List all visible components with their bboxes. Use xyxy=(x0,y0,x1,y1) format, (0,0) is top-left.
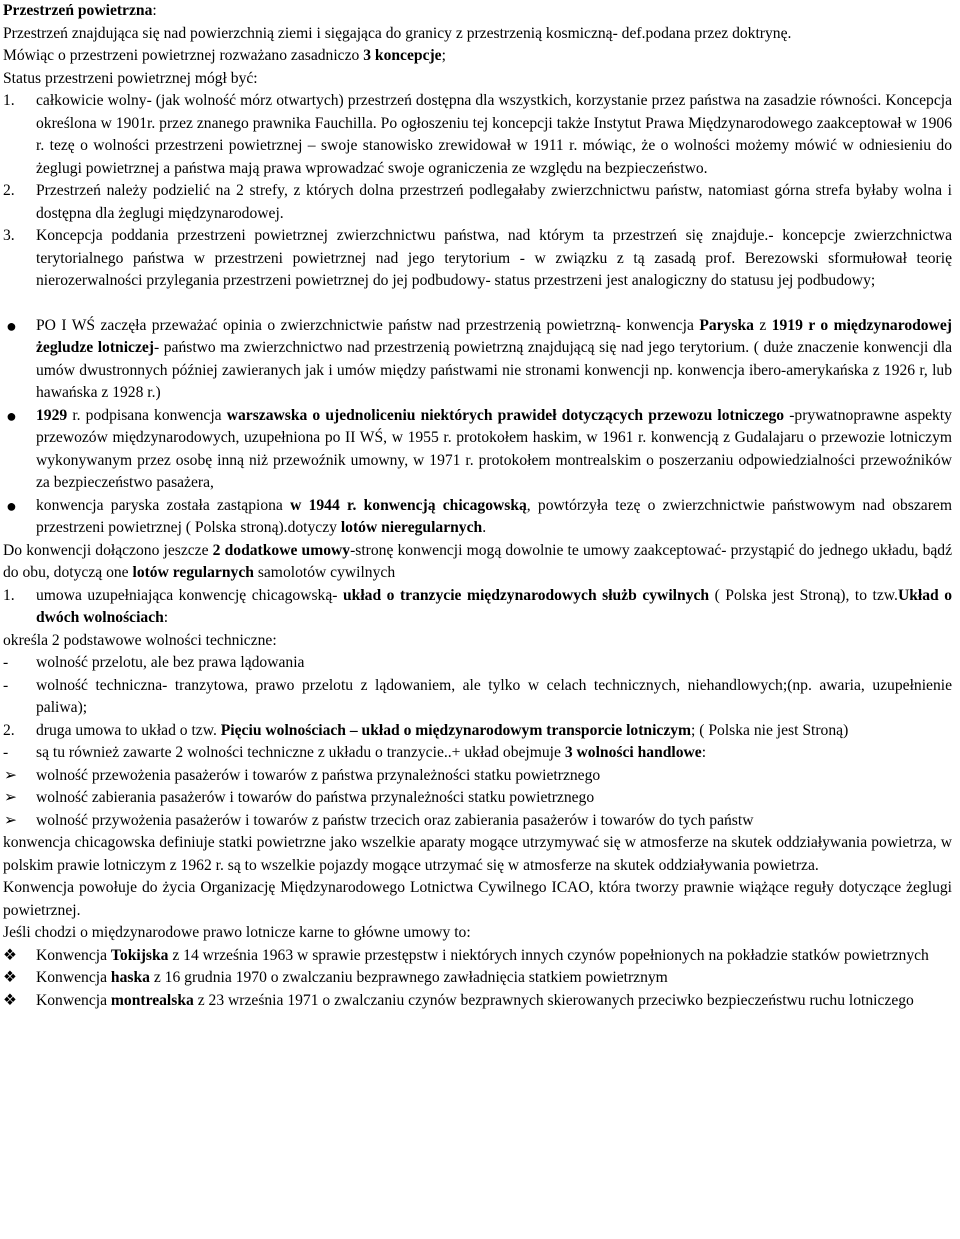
dash-mark: - xyxy=(3,676,9,694)
concept-item xyxy=(3,90,952,180)
concept-item xyxy=(3,225,952,293)
spacer xyxy=(3,293,952,315)
status-intro: Status przestrzeni powietrznej mógł być: xyxy=(3,69,258,87)
arrow-icon: ➢ xyxy=(4,789,18,806)
dash-item: - są tu również zawarte 2 wolności techniczne z układu o tranzycie..+ układ obejmuje 3 wolności handlowe: xyxy=(3,742,952,765)
aircraft-definition: konwencja chicagowska definiuje statki powietrzne jako wszelkie aparaty mogące utrzymywać się w atmosferze na skutek oddziaływania powietrza, w polskim prawie lotniczym z 1962 r. są to wszelkie pojazdy mogące utrzymać się w atmosferze na skutek oddziaływania powietrza. xyxy=(3,834,952,874)
item-number: 1. xyxy=(3,586,15,604)
arrow-item: ➢ wolność przewożenia pasażerów i towarów z państwa przynależności statku powietrznego xyxy=(3,765,952,788)
concept-item xyxy=(3,180,952,225)
dash-mark: - xyxy=(3,744,9,761)
bullet-item: ● PO I WŚ zaczęła przeważać opinia o zwierzchnictwie państw nad przestrzenią powietrzną- konwencja Paryska z 1919 r o międzynarodowej żegludze lotniczej- państwo ma zwierzchnictwo nad przestrzenią powietrzną znajdującą się nad jego terytorium. ( duże znaczenie konwencji dla umów dwustronnych później zawieranych jak i umów między państwami nie stronami konwencji np. konwencja ibero-amerykańska z 1926 r, lub hawańska z 1928 r.) xyxy=(6,315,952,401)
chicago-paragraph: Do konwencji dołączono jeszcze 2 dodatkowe umowy-stronę konwencji mogą dowolnie te umowy zaakceptować- przystąpić do jednego układu, bądź do obu, dotyczą one lotów regularnych samolotów cywilnych xyxy=(3,541,953,581)
bullet-item: ● konwencja paryska została zastąpiona w 1944 r. konwencją chicagowską, powtórzyła tezę o zwierzchnictwie państwowym nad obszarem przestrzeni powietrznej ( Polska stroną).dotyczy lotów nieregularnych. xyxy=(6,495,952,536)
diamond-icon: ❖ xyxy=(3,969,17,986)
item-number: 3. xyxy=(3,227,15,244)
concept-text: całkowicie wolny- (jak wolność mórz otwartych) przestrzeń dostępna dla wszystkich, korzystanie przez państwa na zasadzie równości. Koncepcja określona w 1901r. przez znanego prawnika Fauchilla. Po ogłoszeniu tej koncepcji także Instytut Prawa Międzynarodowego zaakceptował w 1906 r. tezę o wolności przestrzeni powietrznej – swoje stanowisko zrewidował w 1911 r. mówiąc, że o wolności możemy mówić w odniesieniu do żeglugi powietrznej a państwa mają prawa wprowadzać swoje ograniczenia ze względu na bezpieczeństwo. xyxy=(36,92,952,177)
agreement-item: 1. umowa uzupełniająca konwencję chicagowską- układ o tranzycie międzynarodowych służb cywilnych ( Polska jest Stroną), to tzw.Układ o dwóch wolnościach: xyxy=(3,586,953,626)
diamond-item: ❖ Konwencja haska z 16 grudnia 1970 o zwalczaniu bezprawnego zawładnięcia statkiem powietrznym xyxy=(3,967,952,990)
arrow-item: ➢ wolność zabierania pasażerów i towarów do państwa przynależności statku powietrznego xyxy=(3,787,952,810)
bullet-icon: ● xyxy=(6,315,17,336)
arrow-icon: ➢ xyxy=(4,766,18,784)
diamond-item: ❖ Konwencja Tokijska z 14 września 1963 w sprawie przestępstw i niektórych innych czynów popełnionych na pokładzie statków powietrznych xyxy=(3,945,952,968)
arrow-icon: ➢ xyxy=(4,811,18,829)
concept-text: Koncepcja poddania przestrzeni powietrznej zwierzchnictwu państwa, nad którym ta przestrzeń się znajduje.- koncepcje zwierzchnictwa terytorialnego państwa w przestrzeni powietrznej nad jego terytorium - w związku z tą zasadą prof. Berezowski sformułował teorię nierozerwalności przylegania przestrzeni powietrznej do jej podbudowy- status przestrzeni jest analogiczny do statusu jej podbudowy; xyxy=(36,227,952,289)
diamond-icon: ❖ xyxy=(3,991,17,1009)
item-number: 2. xyxy=(3,182,15,199)
item-number: 1. xyxy=(3,92,15,109)
arrow-item: ➢ wolność przywożenia pasażerów i towarów z państw trzecich oraz zabierania pasażerów i towarów do tych państw xyxy=(3,810,952,833)
diamond-icon: ❖ xyxy=(3,946,17,964)
definition-paragraph: Przestrzeń znajdująca się nad powierzchnią ziemi i sięgająca do granicy z przestrzenią kosmiczną- def.podana przez doktrynę. xyxy=(3,24,792,42)
heading: Przestrzeń powietrzna: xyxy=(3,2,157,19)
bullet-item: ● 1929 r. podpisana konwencja warszawska o ujednoliceniu niektórych prawideł dotyczących przewozu lotniczego -prywatnoprawne aspekty przewozów międzynarodowych, uzupełniona po II WŚ, w 1955 r. protokołem haskim, w 1961 r. konwencją z Gudalajaru o przewozie lotniczym wykonywanym przez osobę inną niż przewoźnik umowny, w 1971 r. protokołem montrealskim o poszerzaniu odpowiedzialności przewoźników za bezpieczeństwo pasażera, xyxy=(6,405,952,491)
item-number: 2. xyxy=(3,721,15,739)
dash-item: - wolność techniczna- tranzytowa, prawo przelotu z lądowaniem, ale tylko w celach technicznych, niehandlowych;(np. awaria, uzupełnienie paliwa); xyxy=(3,676,952,716)
dash-mark: - xyxy=(3,654,9,671)
freedoms-intro: określa 2 podstawowe wolności techniczne: xyxy=(3,631,277,649)
bullet-icon: ● xyxy=(6,405,17,426)
page-title: Przestrzeń powietrzna xyxy=(3,2,153,19)
dash-item: - wolność przelotu, ale bez prawa lądowania xyxy=(3,652,952,675)
icao-paragraph: Konwencja powołuje do życia Organizację Międzynarodowego Lotnictwa Cywilnego ICAO, która tworzy prawnie wiążące reguły dotyczące żeglugi powietrznej. xyxy=(3,879,952,919)
agreement-item: 2. druga umowa to układ o tzw. Pięciu wolnościach – układ o międzynarodowym transporcie lotniczym; ( Polska nie jest Stroną) xyxy=(3,720,952,743)
criminal-law-intro: Jeśli chodzi o międzynarodowe prawo lotnicze karne to główne umowy to: xyxy=(3,924,471,941)
bullet-icon: ● xyxy=(6,495,17,516)
concept-text: Przestrzeń należy podzielić na 2 strefy, z których dolna przestrzeń podlegałaby zwierzchnictwu państw, natomiast górna strefa byłaby wolna i dostępna dla żeglugi międzynarodowej. xyxy=(36,182,952,222)
diamond-item: ❖ Konwencja montrealska z 23 września 1971 o zwalczaniu czynów bezprawnych skierowanych przeciwko bezpieczeństwu ruchu lotniczego xyxy=(3,990,952,1013)
concepts-intro: Mówiąc o przestrzeni powietrznej rozważano zasadniczo 3 koncepcje; xyxy=(3,47,446,64)
